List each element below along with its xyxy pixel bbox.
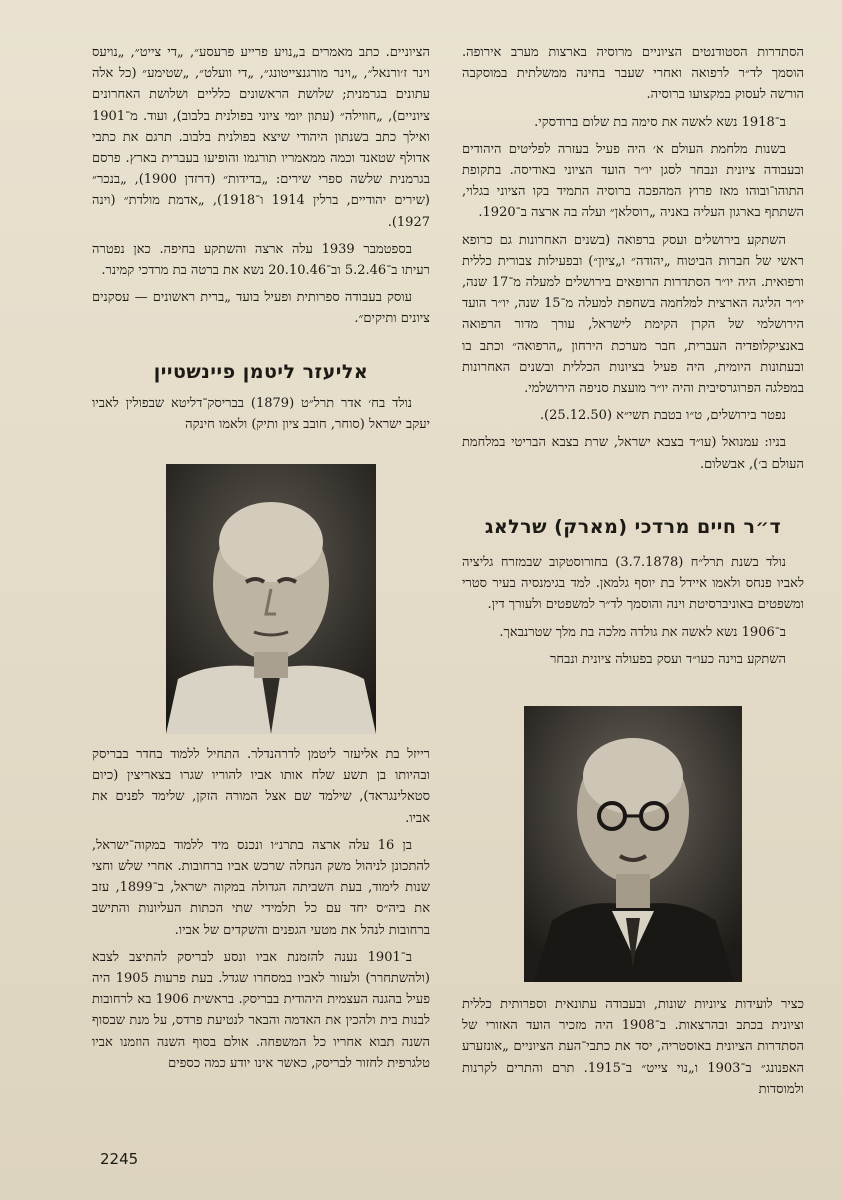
portrait-photo bbox=[166, 464, 376, 734]
paragraph: ב־1918 נשא לאשה את סימה בת שלום ברודסקי. bbox=[534, 114, 786, 130]
paragraph: בספטמבר 1939 עלה ארצה והשתקע בחיפה. כאן נפטרה רעיתו ב־5.2.46 וב־20.10.46 נשא את ברטה בת מרדכי קמינר. bbox=[92, 241, 430, 279]
left-continuation bbox=[92, 744, 430, 1080]
paragraph: נולד בשנת תרל״ח (3.7.1878) בחורוסטקוב שבמזרח גליציה לאביו פנחס ולאמו איידל בת יוסף גלמאן. למד בגימנסיה בעיר סטרי ומשפטים באוניברסיטת וינה והוסמך לד״ר למשפטים ולעורך דין. bbox=[462, 555, 804, 613]
page-number: 2245 bbox=[100, 1150, 139, 1168]
biography-heading: אליעזר ליטמן פיינשטיין bbox=[153, 360, 369, 383]
left-column bbox=[92, 42, 430, 441]
paragraph: עוסק בעבודה ספרותית ופעיל בועד „ברית ראשונים — עסקנים ציונים ותיקים״. bbox=[92, 290, 430, 327]
right-continuation bbox=[462, 994, 804, 1106]
paragraph: כציר לועידות ציוניות שונות, ובעבודה עתונאית וספרותית כללית וציונית בכתב ובהרצאות. ב־1908 היה מזכיר הועד האזורי של הסתדרות הציונית באוסטריה, יסד את כתבי־העת הציוניים „אונזערע האפנונג״ ב־1903 ו„נוי צייט״ ב־1915. תרם והתרים לקרנות ולמוסדות bbox=[462, 997, 805, 1097]
paragraph: השתקע בוינה כעו״ד ועסק בפעולה ציונית ונבחר bbox=[549, 651, 786, 667]
paragraph: נפטר בירושלים, ט״ו בטבת תשי״א (25.12.50). bbox=[539, 408, 786, 424]
paragraph: בשנות מלחמת העולם א׳ היה פעיל בעזרה לפליטים היהודים ובעבודה ציונית ונבחר לסגן יו״ר הועד הציוני באודיסה. בתקופת התוהו־ובוהו מאז פרוץ המהפכה ברוסיה התמיד בקו הציוני בגלוי, השתתף בארגון העליה באניה „רוסלאן״ ועלה בה ארצה ב־1920. bbox=[462, 141, 804, 221]
paragraph: ב־1901 נענה להזמנת אביו ונסע לבריסק להתיצב לצבא (ולהשתחרר) ולעזור לאביו במסחרו שגדל. בעת פרעות 1905 היה פעיל בהגנה העצמית היהודית בבריסק. בראשית 1906 בא לרחובות לבנות בית ולהכין את האדמה והבאר לנטיעת פרדס, על מנת שבסוף השנה תבוא אחריו כל המשפחה. אולם בסוף השנה הוזמנו אביו טלגרפית לחזור לבריסק, כאשר אינו יודע כמה כספים bbox=[92, 949, 430, 1071]
paragraph: בניו: עמנואל (עו״ד בצבא ישראל, שרת בצבא הבריטי במלחמת העולם ב׳), אבשלום. bbox=[462, 435, 804, 472]
paragraph: השתקע בירושלים ועסק ברפואה (בשנים האחרונות גם כרופא ראשי של חברות הביטוח „יהודה״ ו„ציון״) ובפעילות צבורית כללית ורפואית. היה יו״ר הסתדרות הרופאים בירושלים למעלה מ־17 שנה, יו״ר הליגה הארצית למלחמה בשחפת למעלה מ־15 שנה, יו״ר הועד הירושלמי של הקרן הקימת לישראל, עורך מדור הרפואה באנציקלופדיה העברית, חבר מערכת הירחון „הרפואה״ וכתב בו ובעתונות היומית, היה פעיל בציונות הכללית ובשנים האחרונות במפלגה הפרוגרסיבית והיה יו״ר מועצת סניפה הירושלמי. bbox=[462, 232, 804, 397]
paragraph: בן 16 עלה ארצה בתרנ״ו ונכנס מיד ללמוד במקוה־ישראל, להתכונן לניהול משק הנחלה שרכש אביו ברחובות. אחרי שלש וחצי שנות לימוד, בעת השביתה הגדולה במקוה ישראל, ב־1899, עזב את ביה״ס יחד עם כל תלמידי שתי הכתות העליונות והתישב ברחובות לנהל את מטעי הגפנים והשקדים של אביו. bbox=[92, 837, 430, 938]
paragraph: ב־1906 נשא לאשה את גולדה מלכה בת מלך שטרנבאך. bbox=[499, 624, 786, 640]
paragraph: הציוניים. כתב מאמרים ב„נויע פרייע פרעסע״, „די צייט״, „נויעס וינר ז׳ורנאל״, „וינר מורגנצייטונג״, „די וועלט״, „שטימע״ (כל אלה עתונים בגרמנית; שלושת הראשונים כלליים ושלושת האחרונים ציוניים), „חווילה״ (עתון יומי ציוני בפולנית בלבוב), ועוד. מ־1901 ואילך כתב בשנתון היהודי שיצא בפולנית בלבוב. תרגם את כתבי אדולף שטאנד וכמה ממאמריו תורגמו והופיעו בעברית בארץ. פרסם בגרמנית שלשה ספרי שירים: „בדידות״ (דרזדן 1900), „בנכר״ (שירים יהודיים, ברלין 1914 ו־1918), „אדמת מולדת״ (וינה 1927). bbox=[92, 45, 430, 230]
portrait-photo bbox=[524, 706, 742, 982]
paragraph: רייזל בת אליעזר ליטמן לדרהנדלר. התחיל ללמוד בחדר בבריסק ובהיותו בן תשע שלח אותו אביו להוריו שגרו בצאריצין (כיום סטאלינגראד), שילמד שם אצל המורה הזקן, שלימד לפנים את אביו. bbox=[92, 747, 430, 826]
paragraph: הסתדרות הסטודנטים הציוניים מרוסיה בארצות מערב אירופה. הוסמך לד״ר לרפואה ואחרי שעבר בחינה ממשלתית במוסקבה הורשה לעסוק במקצועו ברוסיה. bbox=[462, 45, 804, 103]
right-column bbox=[462, 42, 804, 676]
biography-heading: ד״ר חיים מרדכי (מארק) שרלאג bbox=[484, 515, 782, 538]
paragraph: נולד בח׳ אדר תרל״ט (1879) בבריסק־דליטא שבפולין לאביו יעקב ישראל (סוחר, חובב ציון ותיק) ולאמו חינקה bbox=[92, 395, 430, 433]
